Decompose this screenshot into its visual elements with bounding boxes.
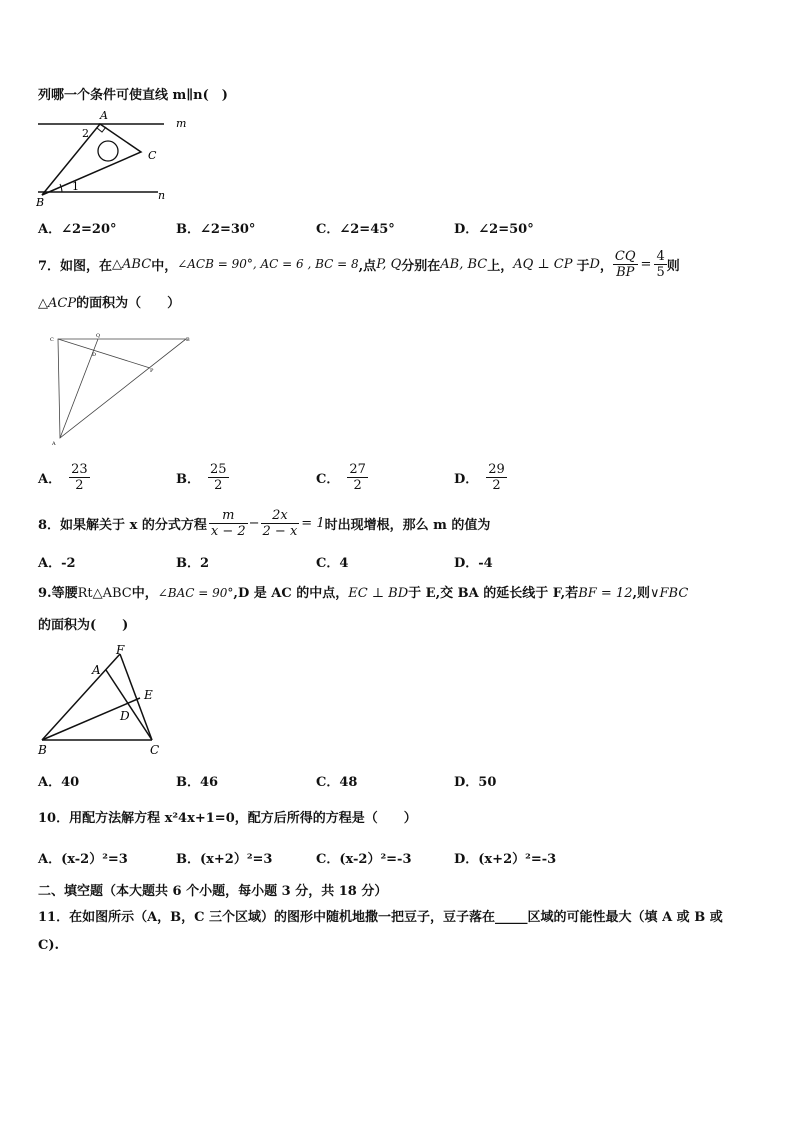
label-C: C: [50, 337, 54, 343]
q9-stem-line2: 的面积为( ): [38, 618, 129, 633]
q9-stem: 9.等腰Rt△ABC中，∠BAC = 90°,D 是 AC 的中点，EC ⊥ BD于 E,交 BA 的延长线于 F,若BF = 12,则∨FBC: [38, 586, 689, 601]
label-B: B: [186, 337, 190, 343]
triangle-circle: [98, 141, 118, 161]
label-angle2: 2: [82, 127, 89, 140]
q8-option-d[interactable]: D．-4: [454, 556, 493, 571]
q10-option-b[interactable]: B．(x+2）²=3: [176, 852, 273, 867]
q9-figure: [36, 642, 166, 758]
q8-option-c[interactable]: C．4: [316, 556, 349, 571]
label-P: P: [150, 368, 154, 374]
triangle-acb: [58, 339, 186, 438]
label-D: D: [120, 709, 130, 723]
q7-figure: [48, 332, 196, 448]
q9-option-a[interactable]: A．40: [38, 775, 80, 790]
label-A: A: [92, 663, 101, 677]
label-E: E: [144, 688, 153, 702]
q7-stem: 7．如图，在 △ABC 中， ∠ACB = 90°, AC = 6 , BC = 8 ,点 P, Q 分别在 AB, BC 上， AQ ⊥ CP 于 D ， $\frac{CQ}{BP}$ = $\frac{4}{5}$ 则: [38, 248, 680, 280]
q10-option-a[interactable]: A．(x-2）²=3: [38, 852, 128, 867]
q9-option-d[interactable]: D．50: [454, 775, 497, 790]
q7-option-b[interactable]: B． $\frac{25}{2}$: [176, 462, 227, 493]
q6-option-d[interactable]: D．∠2=50°: [454, 222, 534, 237]
segment-bf: [42, 654, 120, 740]
q10-option-c[interactable]: C．(x-2）²=-3: [316, 852, 412, 867]
q9-option-b[interactable]: B．46: [176, 775, 219, 790]
q6-option-c[interactable]: C．∠2=45°: [316, 222, 395, 237]
q8-stem: 8．如果解关于 x 的分式方程 $\frac{m}{x - 2}$ − $\frac{2x}{2 - x}$ = 1 时出现增根，那么 m 的值为: [38, 507, 491, 539]
q10-stem: 10．用配方法解方程 x²4x+1=0，配方后所得的方程是（ ）: [38, 811, 417, 826]
q8-option-a[interactable]: A．-2: [38, 556, 76, 571]
label-B: B: [36, 196, 45, 208]
label-D: D: [92, 352, 97, 358]
q7-option-d[interactable]: D． $\frac{29}{2}$: [454, 462, 505, 493]
label-m: m: [176, 117, 187, 130]
label-A: A: [100, 109, 108, 122]
section2-title: 二、填空题（本大题共 6 个小题，每小题 3 分，共 18 分）: [38, 884, 388, 899]
q11-stem-line2: C).: [38, 938, 60, 953]
segment-ac: [106, 670, 152, 740]
label-Q: Q: [96, 333, 101, 339]
q11-blank[interactable]: _____: [495, 910, 528, 925]
q7-value-fraction: $\frac{4}{5}$: [656, 248, 665, 280]
angle1-arc: [60, 184, 62, 192]
q11-stem: 11．在如图所示（A，B，C 三个区域）的图形中随机地撒一把豆子，豆子落在_____区域的可能性最大（填 A 或 B 或: [38, 910, 723, 925]
label-C: C: [150, 743, 160, 757]
q6-option-a[interactable]: A．∠2=20°: [38, 222, 117, 237]
label-B: B: [38, 743, 47, 757]
q7-option-c[interactable]: C． $\frac{27}{2}$: [316, 462, 366, 493]
q7-stem-line2: △ACP的面积为（ ）: [38, 296, 181, 311]
label-n: n: [158, 189, 166, 202]
triangle-abc: [42, 124, 141, 195]
q6-option-b[interactable]: B．∠2=30°: [176, 222, 256, 237]
label-C: C: [148, 149, 157, 162]
q10-option-d[interactable]: D．(x+2）²=-3: [454, 852, 557, 867]
q7-option-a[interactable]: A． $\frac{23}{2}$: [38, 462, 88, 493]
q7-ratio-fraction: $\frac{CQ}{BP}$: [614, 248, 636, 280]
label-A: A: [52, 441, 56, 447]
segment-cp: [58, 339, 150, 368]
label-F: F: [116, 643, 125, 657]
q9-option-c[interactable]: C．48: [316, 775, 358, 790]
q6-stem: 列哪一个条件可使直线 m∥n( ): [38, 88, 228, 103]
label-angle1: 1: [72, 180, 79, 193]
q8-option-b[interactable]: B．2: [176, 556, 210, 571]
q6-figure: [36, 108, 196, 208]
